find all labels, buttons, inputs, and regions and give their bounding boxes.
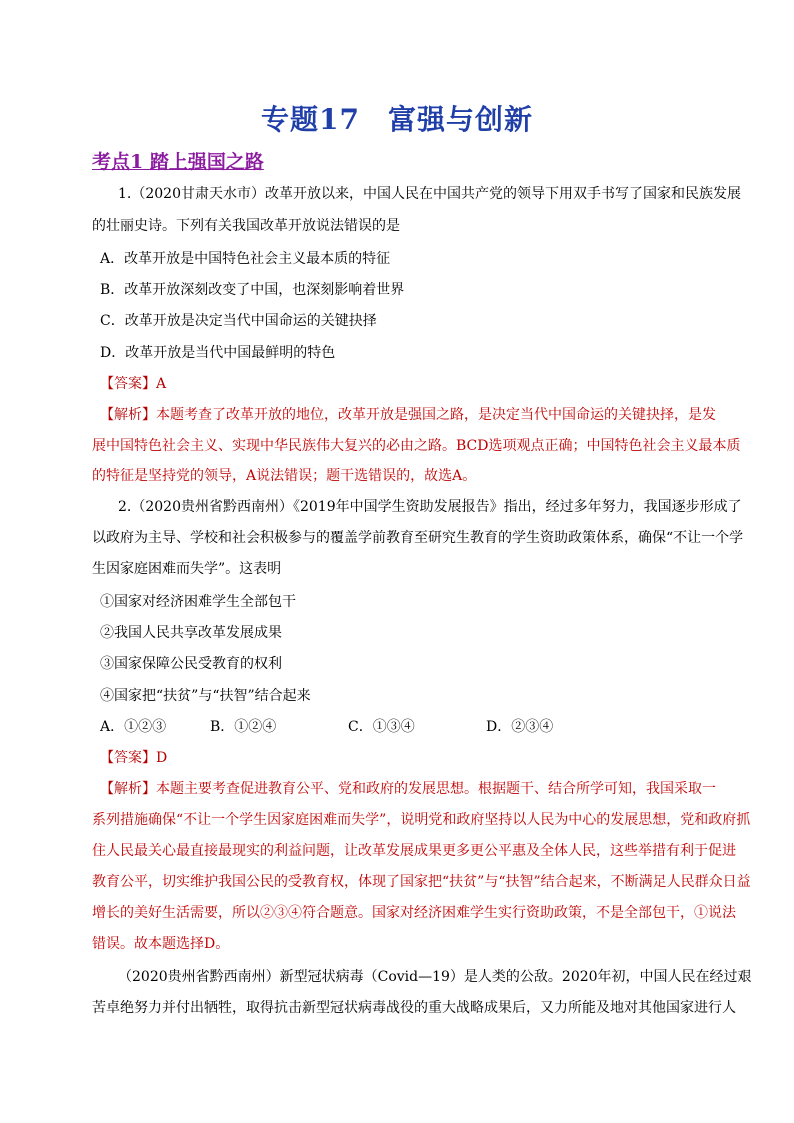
- q2-stem-line: 以政府为主导、学校和社会积极参与的覆盖学前教育至研究生教育的学生资助政策体系，确保“不让一个学: [92, 530, 744, 546]
- q2-option-b: B．①②④: [210, 719, 277, 735]
- q2-option-d: D．②③④: [486, 719, 554, 735]
- answer-value: D: [156, 750, 168, 766]
- q2-stem-line: 生因家庭困难而失学”。这表明: [92, 561, 282, 577]
- q1-option-a: A．改革开放是中国特色社会主义最本质的特征: [100, 251, 391, 267]
- analysis-text: 本题主要考查促进教育公平、党和政府的发展思想。根据题干、结合所学可知，我国采取一: [156, 781, 716, 797]
- q2-analysis-line: 增长的美好生活需要，所以②③④符合题意。国家对经济困难学生实行资助政策，不是全部包干，①说法: [92, 905, 736, 921]
- q1-stem-line: 1.（2020甘肃天水市）改革开放以来，中国人民在中国共产党的领导下用双手书写了国家和民族发展: [118, 186, 741, 202]
- q2-analysis-line: 住人民最关心最直接最现实的利益问题，让改革发展成果更多更公平惠及全体人民，这些举措有利于促进: [92, 843, 736, 859]
- q3-stem-line: （2020贵州省黔西南州）新型冠状病毒（Covid—19）是人类的公敌。2020年初，中国人民在经过艰: [118, 969, 752, 985]
- q2-option-a: A．①②③: [100, 719, 167, 735]
- q2-item: ④国家把“扶贫”与“扶智”结合起来: [100, 688, 311, 704]
- q3-stem-line: 苦卓绝努力并付出牺牲，取得抗击新型冠状病毒战役的重大战略成果后，又力所能及地对其他国家进行人: [92, 1000, 736, 1016]
- q2-stem-line: 2.（2020贵州省黔西南州）《2019年中国学生资助发展报告》指出，经过多年努力，我国逐步形成了: [118, 499, 742, 515]
- q1-answer: [100, 374, 166, 394]
- q1-stem-line: 的壮丽史诗。下列有关我国改革开放说法错误的是: [92, 218, 400, 234]
- q2-analysis-line: 教育公平，切实维护我国公民的受教育权，体现了国家把“扶贫”与“扶智”结合起来，不断满足人民群众日益: [92, 874, 751, 890]
- title-sub: 富强与创新: [387, 103, 533, 136]
- q2-analysis-line: 错误。故本题选择D。: [92, 936, 230, 952]
- answer-label: 【答案】: [100, 376, 156, 392]
- q1-option-c: C．改革开放是决定当代中国命运的关键抉择: [100, 313, 377, 329]
- section-heading: 考点1 踏上强国之路: [92, 151, 264, 173]
- q2-analysis-line: [100, 779, 716, 799]
- q2-option-c: C．①③④: [348, 719, 415, 735]
- page-title: [0, 98, 794, 138]
- q2-item: ②我国人民共享改革发展成果: [100, 625, 282, 641]
- q1-analysis-line: [100, 405, 716, 425]
- q1-analysis-line: 展中国特色社会主义、实现中华民族伟大复兴的必由之路。BCD选项观点正确；中国特色社会主义最本质: [92, 438, 741, 454]
- q1-analysis-line: 的特征是坚持党的领导，A说法错误；题干选错误的，故选A。: [92, 468, 477, 484]
- q1-option-b: B．改革开放深刻改变了中国，也深刻影响着世界: [100, 282, 405, 298]
- q2-item: ①国家对经济困难学生全部包干: [100, 594, 296, 610]
- analysis-label: 【解析】: [100, 781, 156, 797]
- analysis-label: 【解析】: [100, 407, 156, 423]
- q2-analysis-line: 系列措施确保“不让一个学生因家庭困难而失学”，说明党和政府坚持以人民为中心的发展思想，党和政府抓: [92, 812, 751, 828]
- answer-label: 【答案】: [100, 750, 156, 766]
- answer-value: A: [156, 376, 167, 392]
- title-main: 专题17: [261, 103, 360, 136]
- q1-option-d: D．改革开放是当代中国最鲜明的特色: [100, 345, 336, 361]
- q2-answer: [100, 748, 167, 768]
- analysis-text: 本题考查了改革开放的地位，改革开放是强国之路，是决定当代中国命运的关键抉择，是发: [156, 407, 716, 423]
- q2-item: ③国家保障公民受教育的权利: [100, 656, 282, 672]
